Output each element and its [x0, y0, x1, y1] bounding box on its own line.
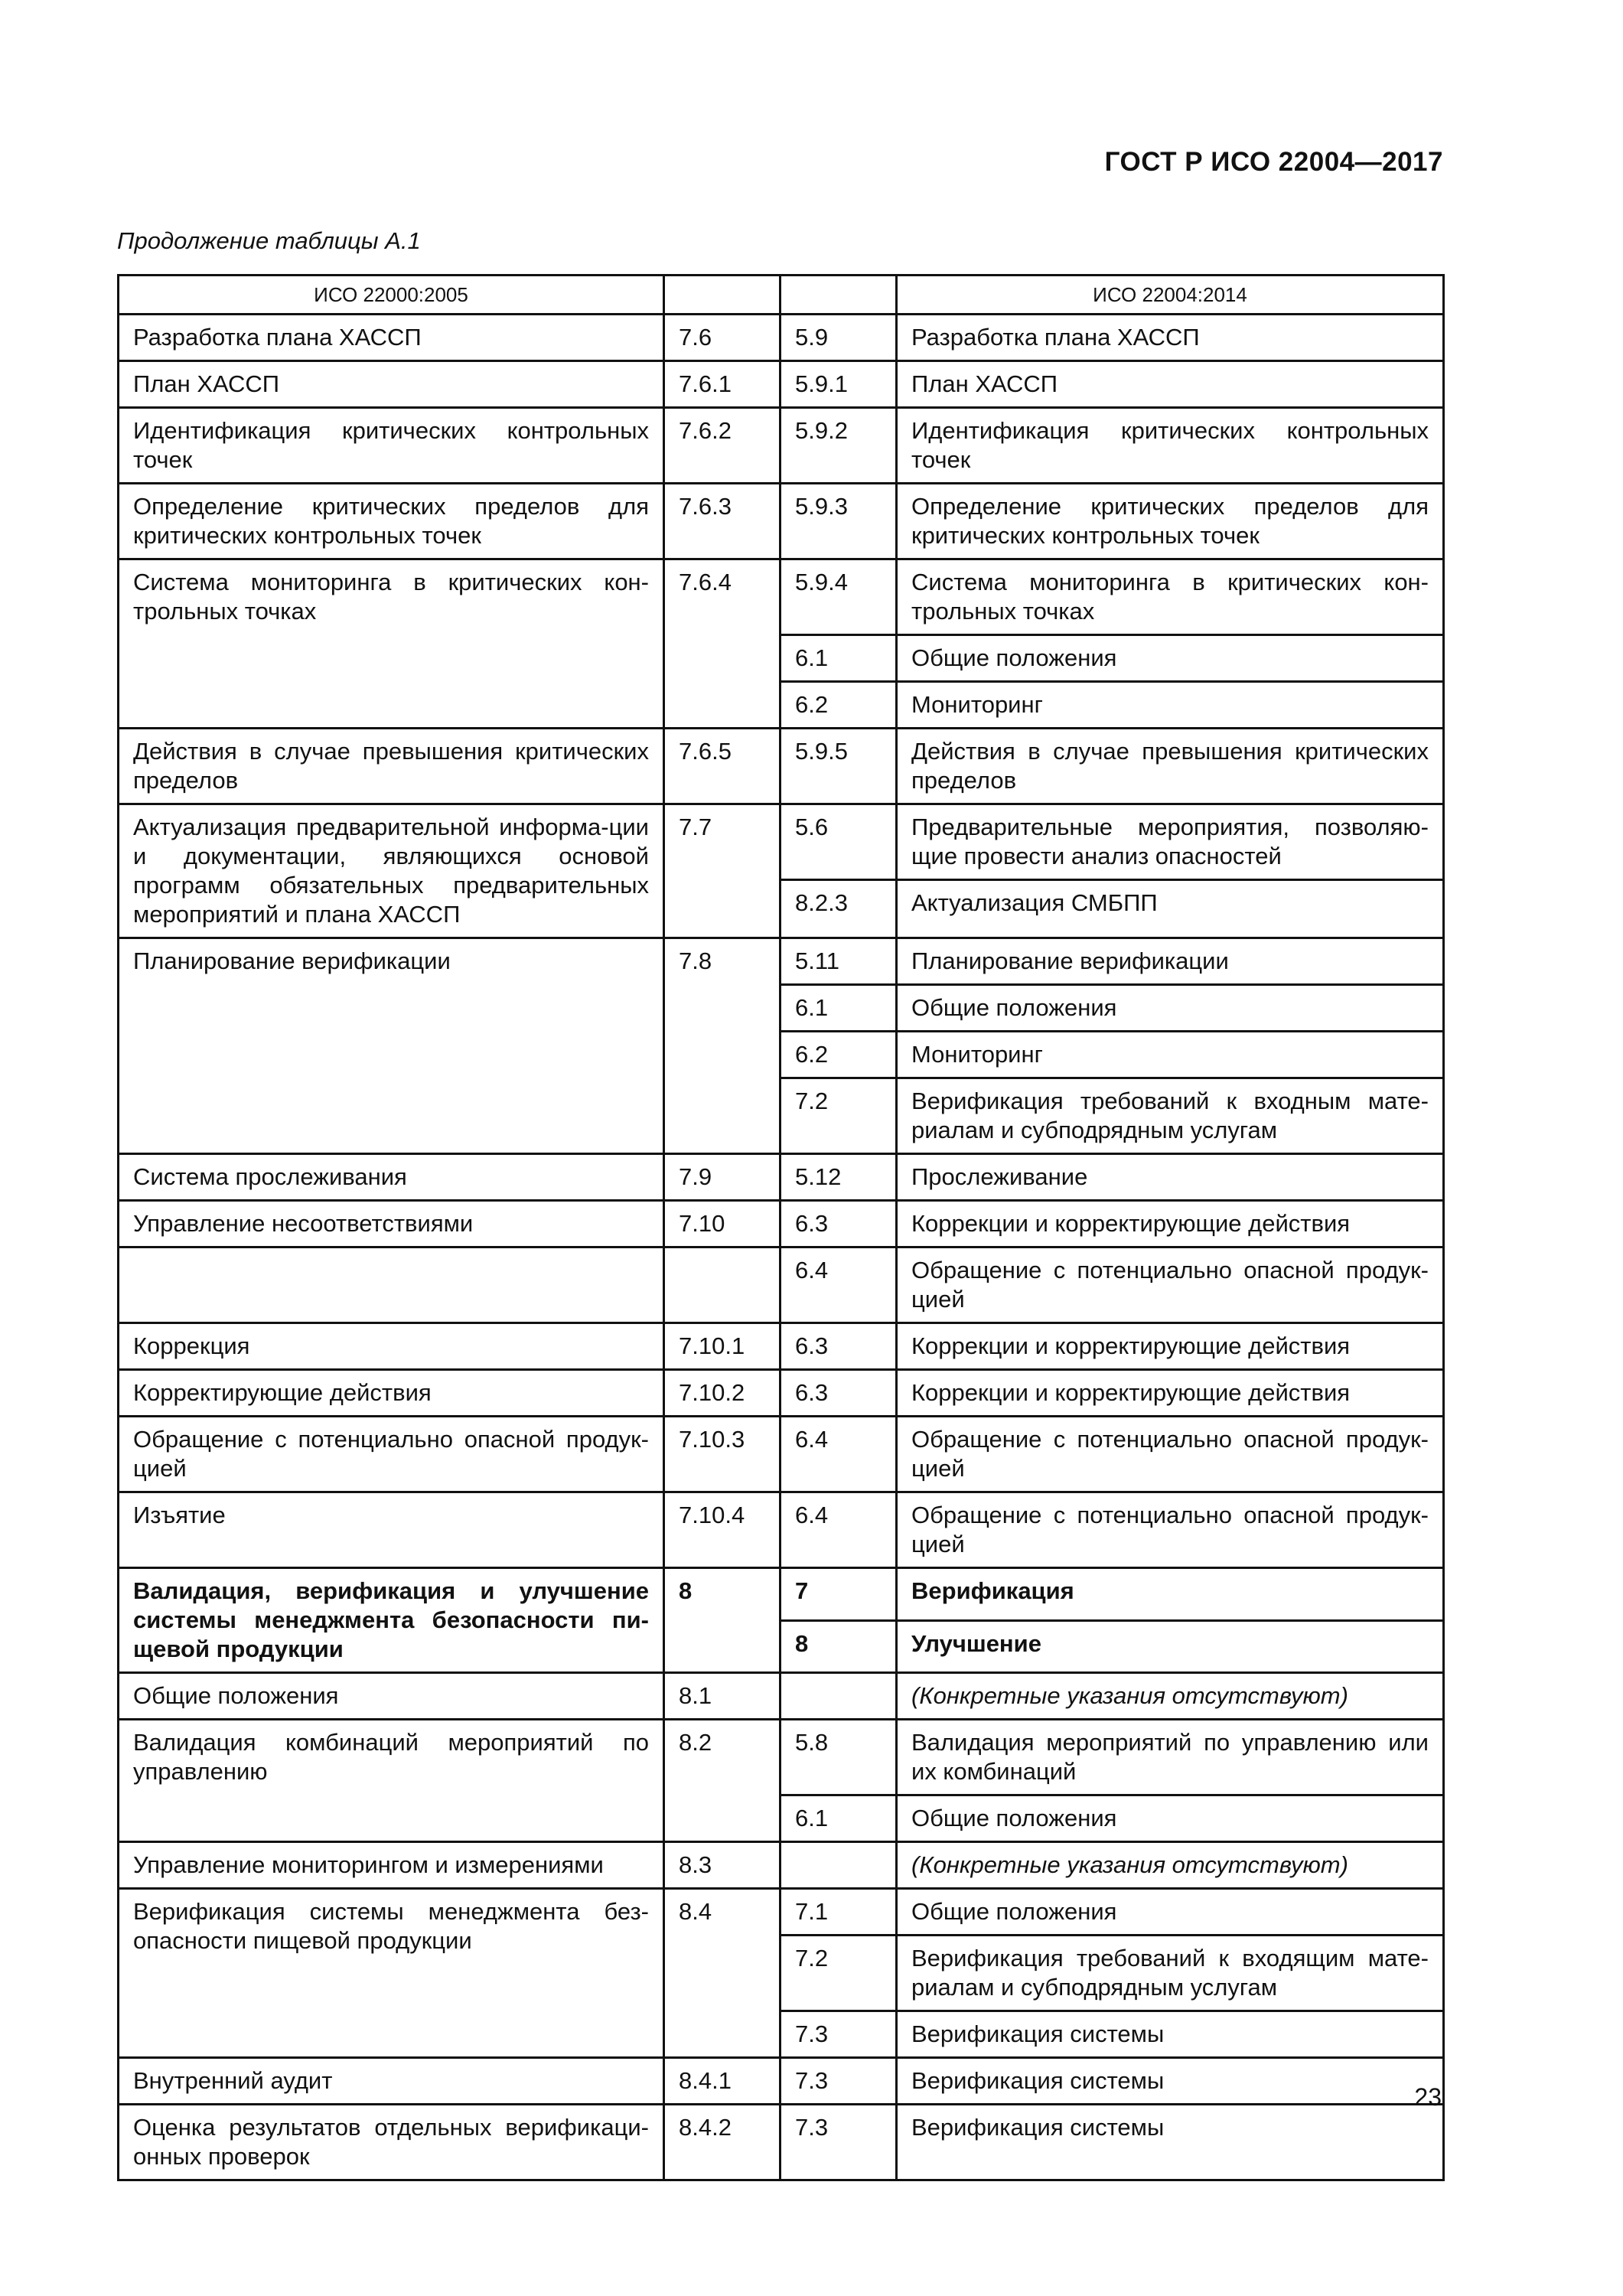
cell-22000-title: Действия в случае превышения критических пределов [119, 729, 664, 804]
cell-22000-title: Изъятие [119, 1492, 664, 1568]
cell-22004-clause: 8 [781, 1620, 897, 1673]
cell-22004-title: Валидация мероприятий по управлению или их комбинаций [897, 1720, 1444, 1795]
cell-22004-clause: 5.8 [781, 1720, 897, 1795]
cell-22000-title: Верификация системы менеджмента без-опасности пищевой продукции [119, 1889, 664, 2058]
cell-22004-clause: 7.2 [781, 1936, 897, 2011]
cell-22004-title: Обращение с потенциально опасной продук-цией [897, 1492, 1444, 1568]
table-row [119, 1247, 1444, 1323]
cell-22000-clause: 7.8 [664, 938, 781, 1154]
cell-22004-clause: 5.9.2 [781, 408, 897, 484]
cell-22004-title: Мониторинг [897, 1032, 1444, 1078]
table-row [119, 2105, 1444, 2180]
cell-22004-clause: 5.11 [781, 938, 897, 985]
cell-22004-title: Верификация системы [897, 2058, 1444, 2105]
cell-22000-clause: 7.6.2 [664, 408, 781, 484]
cell-22004-title: Общие положения [897, 985, 1444, 1032]
page-number: 23 [1414, 2083, 1442, 2111]
cell-22000-title [119, 1247, 664, 1323]
table-row [119, 315, 1444, 361]
cell-22000-title: Система мониторинга в критических кон-трольных точках [119, 559, 664, 729]
cell-22000-title: Система прослеживания [119, 1154, 664, 1201]
cell-22004-title: (Конкретные указания отсутствуют) [897, 1673, 1444, 1720]
cell-22000-title: Обращение с потенциально опасной продук-цией [119, 1417, 664, 1492]
cell-22000-clause: 7.6.5 [664, 729, 781, 804]
cell-22004-title: Верификация требований к входным мате-риалам и субподрядным услугам [897, 1078, 1444, 1154]
table-row [119, 1154, 1444, 1201]
cell-22000-clause: 8.1 [664, 1673, 781, 1720]
cell-22004-clause: 5.9.5 [781, 729, 897, 804]
cell-22000-clause: 8.4 [664, 1889, 781, 2058]
cell-22000-clause: 7.7 [664, 804, 781, 938]
cell-22004-clause: 7.3 [781, 2011, 897, 2058]
cell-22004-title: Определение критических пределов для критических контрольных точек [897, 484, 1444, 559]
cell-22004-clause: 6.3 [781, 1201, 897, 1247]
cell-22004-title: Обращение с потенциально опасной продук-цией [897, 1417, 1444, 1492]
cell-22004-title: Актуализация СМБПП [897, 880, 1444, 938]
table-row [119, 2058, 1444, 2105]
cell-22000-title: Внутренний аудит [119, 2058, 664, 2105]
cell-22004-title: Общие положения [897, 1889, 1444, 1936]
table-header-row [119, 276, 1444, 315]
cell-22004-title: Действия в случае превышения критических пределов [897, 729, 1444, 804]
cell-22000-clause: 8.3 [664, 1842, 781, 1889]
cell-22004-clause: 6.1 [781, 985, 897, 1032]
cell-22000-title: План ХАССП [119, 361, 664, 408]
cell-22000-clause: 7.10.1 [664, 1323, 781, 1370]
cell-22004-title: Верификация системы [897, 2011, 1444, 2058]
cell-22000-clause: 7.6 [664, 315, 781, 361]
cell-22004-title: Система мониторинга в критических кон-трольных точках [897, 559, 1444, 635]
cell-22000-title: Общие положения [119, 1673, 664, 1720]
table-row [119, 1568, 1444, 1621]
cell-22004-clause: 7.1 [781, 1889, 897, 1936]
cell-22004-clause: 6.2 [781, 1032, 897, 1078]
cell-22000-clause: 7.10.3 [664, 1417, 781, 1492]
cell-22004-title: Коррекции и корректирующие действия [897, 1323, 1444, 1370]
cell-22004-title: Общие положения [897, 635, 1444, 682]
cell-22000-clause: 8 [664, 1568, 781, 1673]
cell-22000-title: Валидация комбинаций мероприятий по управлению [119, 1720, 664, 1842]
cell-22004-title: Планирование верификации [897, 938, 1444, 985]
cell-22000-clause: 8.4.2 [664, 2105, 781, 2180]
cell-22004-title: Прослеживание [897, 1154, 1444, 1201]
cell-22004-title: Верификация системы [897, 2105, 1444, 2180]
cell-22004-clause: 8.2.3 [781, 880, 897, 938]
table-row [119, 361, 1444, 408]
cell-22004-clause: 7.3 [781, 2105, 897, 2180]
cell-22004-clause [781, 1673, 897, 1720]
cell-22004-clause: 7.2 [781, 1078, 897, 1154]
cell-22004-clause: 7 [781, 1568, 897, 1621]
table-caption: Продолжение таблицы А.1 [117, 227, 421, 254]
table-row [119, 1673, 1444, 1720]
table-row [119, 1201, 1444, 1247]
header-empty-1 [664, 276, 781, 315]
cell-22000-clause: 7.6.1 [664, 361, 781, 408]
cell-22004-clause [781, 1842, 897, 1889]
cell-22000-title: Идентификация критических контрольных точек [119, 408, 664, 484]
cell-22004-clause: 7.3 [781, 2058, 897, 2105]
table-row [119, 1720, 1444, 1795]
cell-22004-clause: 6.3 [781, 1323, 897, 1370]
table-row [119, 1417, 1444, 1492]
cell-22004-clause: 5.9.1 [781, 361, 897, 408]
cell-22000-clause: 7.6.3 [664, 484, 781, 559]
cell-22000-title: Разработка плана ХАССП [119, 315, 664, 361]
table-row [119, 1323, 1444, 1370]
cell-22004-title: Обращение с потенциально опасной продук-цией [897, 1247, 1444, 1323]
cell-22004-clause: 5.6 [781, 804, 897, 880]
cell-22004-clause: 5.12 [781, 1154, 897, 1201]
table-row [119, 938, 1444, 985]
cell-22004-title: Общие положения [897, 1795, 1444, 1842]
cell-22000-title: Оценка результатов отдельных верификаци-онных проверок [119, 2105, 664, 2180]
header-iso22000: ИСО 22000:2005 [119, 276, 664, 315]
cell-22004-clause: 5.9 [781, 315, 897, 361]
cell-22004-clause: 5.9.4 [781, 559, 897, 635]
correspondence-table [117, 274, 1445, 2181]
cell-22000-title: Планирование верификации [119, 938, 664, 1154]
table-row [119, 1492, 1444, 1568]
cell-22000-title: Определение критических пределов для критических контрольных точек [119, 484, 664, 559]
cell-22004-clause: 6.3 [781, 1370, 897, 1417]
cell-22004-title: (Конкретные указания отсутствуют) [897, 1842, 1444, 1889]
cell-22000-title: Актуализация предварительной информа-ции и документации, являющихся основой программ обязательных предварительных мероприятий и плана ХАССП [119, 804, 664, 938]
cell-22004-title: План ХАССП [897, 361, 1444, 408]
cell-22000-clause: 7.9 [664, 1154, 781, 1201]
cell-22004-title: Предварительные мероприятия, позволяю-щие провести анализ опасностей [897, 804, 1444, 880]
table-row [119, 1370, 1444, 1417]
cell-22004-title: Верификация [897, 1568, 1444, 1621]
cell-22000-clause [664, 1247, 781, 1323]
cell-22004-title: Верификация требований к входящим мате-риалам и субподрядным услугам [897, 1936, 1444, 2011]
table-row [119, 1889, 1444, 1936]
cell-22004-title: Улучшение [897, 1620, 1444, 1673]
cell-22000-title: Корректирующие действия [119, 1370, 664, 1417]
cell-22004-clause: 6.4 [781, 1247, 897, 1323]
cell-22004-title: Коррекции и корректирующие действия [897, 1370, 1444, 1417]
cell-22004-clause: 5.9.3 [781, 484, 897, 559]
cell-22004-clause: 6.1 [781, 1795, 897, 1842]
table-row [119, 484, 1444, 559]
cell-22000-clause: 7.10 [664, 1201, 781, 1247]
table-row [119, 1842, 1444, 1889]
table-row [119, 804, 1444, 880]
cell-22000-clause: 7.10.2 [664, 1370, 781, 1417]
table-row [119, 559, 1444, 635]
cell-22004-clause: 6.2 [781, 682, 897, 729]
cell-22000-clause: 7.10.4 [664, 1492, 781, 1568]
cell-22000-title: Коррекция [119, 1323, 664, 1370]
cell-22004-title: Идентификация критических контрольных точек [897, 408, 1444, 484]
header-iso22004: ИСО 22004:2014 [897, 276, 1444, 315]
table-row [119, 408, 1444, 484]
cell-22000-clause: 8.2 [664, 1720, 781, 1842]
cell-22004-title: Коррекции и корректирующие действия [897, 1201, 1444, 1247]
cell-22004-clause: 6.1 [781, 635, 897, 682]
cell-22004-title: Мониторинг [897, 682, 1444, 729]
document-code: ГОСТ Р ИСО 22004—2017 [1104, 147, 1443, 177]
cell-22000-title: Управление мониторингом и измерениями [119, 1842, 664, 1889]
cell-22000-clause: 8.4.1 [664, 2058, 781, 2105]
cell-22000-title: Валидация, верификация и улучшение системы менеджмента безопасности пи-щевой продукции [119, 1568, 664, 1673]
cell-22004-clause: 6.4 [781, 1417, 897, 1492]
table-row [119, 729, 1444, 804]
cell-22000-title: Управление несоответствиями [119, 1201, 664, 1247]
header-empty-2 [781, 276, 897, 315]
cell-22004-clause: 6.4 [781, 1492, 897, 1568]
cell-22004-title: Разработка плана ХАССП [897, 315, 1444, 361]
cell-22000-clause: 7.6.4 [664, 559, 781, 729]
